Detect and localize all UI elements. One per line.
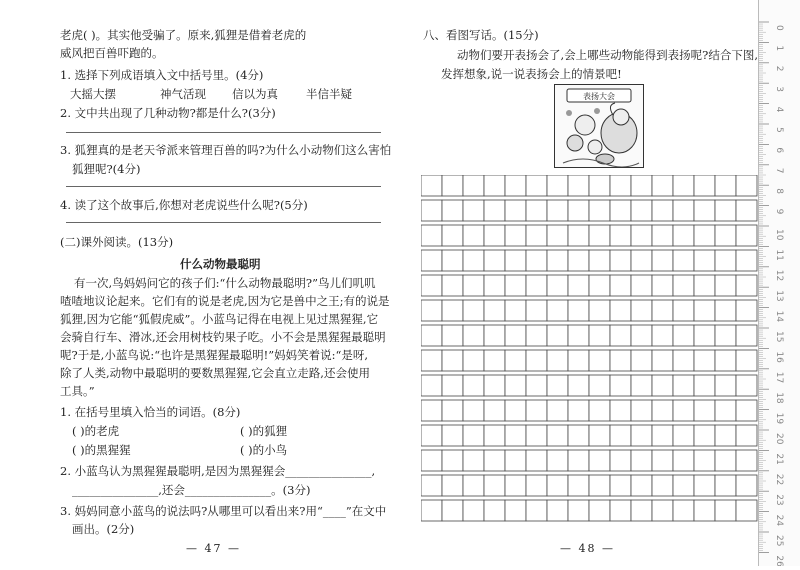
grid-cell[interactable] xyxy=(673,500,694,521)
ruler-label: 24 xyxy=(774,514,784,527)
grid-cell[interactable] xyxy=(652,475,673,496)
grid-cell[interactable] xyxy=(421,300,442,321)
prompt-line1: 动物们要开表扬会了,会上哪些动物能得到表扬呢?结合下图, xyxy=(457,48,758,62)
grid-cell[interactable] xyxy=(589,325,610,346)
grid-cell[interactable] xyxy=(736,500,757,521)
grid-cell[interactable] xyxy=(526,300,547,321)
grid-cell[interactable] xyxy=(484,400,505,421)
grid-cell[interactable] xyxy=(736,350,757,371)
grid-cell[interactable] xyxy=(484,300,505,321)
grid-cell[interactable] xyxy=(421,175,442,196)
grid-cell[interactable] xyxy=(526,350,547,371)
grid-cell[interactable] xyxy=(715,500,736,521)
grid-cell[interactable] xyxy=(715,475,736,496)
grid-cell[interactable] xyxy=(673,200,694,221)
story-line: 狐狸,因为它能“狐假虎威”。小蓝鸟记得在电视上见过黑猩猩,它 xyxy=(60,312,379,326)
story-line: 会骑自行车、滑冰,还会用树枝钓果子吃。小不会是黑猩猩最聪明 xyxy=(60,330,386,344)
ruler-label: 22 xyxy=(774,473,784,486)
grid-cell[interactable] xyxy=(442,475,463,496)
grid-cell[interactable] xyxy=(715,175,736,196)
grid-cell[interactable] xyxy=(547,450,568,471)
grid-cell[interactable] xyxy=(484,200,505,221)
grid-cell[interactable] xyxy=(547,325,568,346)
grid-cell[interactable] xyxy=(463,425,484,446)
grid-cell[interactable] xyxy=(694,350,715,371)
ruler-label: 21 xyxy=(774,453,784,465)
grid-cell[interactable] xyxy=(631,275,652,296)
grid-cell[interactable] xyxy=(652,300,673,321)
grid-cell[interactable] xyxy=(568,175,589,196)
grid-cell[interactable] xyxy=(610,400,631,421)
grid-cell[interactable] xyxy=(421,450,442,471)
grid-cell[interactable] xyxy=(589,425,610,446)
grid-cell[interactable] xyxy=(442,450,463,471)
grid-cell[interactable] xyxy=(526,175,547,196)
ruler-label: 3 xyxy=(774,86,784,92)
grid-cell[interactable] xyxy=(610,375,631,396)
grid-cell[interactable] xyxy=(652,225,673,246)
grid-cell[interactable] xyxy=(589,200,610,221)
grid-cell[interactable] xyxy=(568,300,589,321)
passage-end-line1: 老虎( )。其实他受骗了。原来,狐狸是借着老虎的 xyxy=(60,28,307,42)
story-question-3-line2: 画出。(2分) xyxy=(72,522,135,536)
answer-line[interactable] xyxy=(66,186,381,187)
animal-meeting-illustration xyxy=(555,85,643,167)
grid-cell[interactable] xyxy=(442,200,463,221)
blank-bird[interactable]: ( )的小鸟 xyxy=(240,443,288,457)
grid-cell[interactable] xyxy=(547,200,568,221)
grid-cell[interactable] xyxy=(694,325,715,346)
side-ruler xyxy=(758,0,800,566)
question-4: 4. 读了这个故事后,你想对老虎说些什么呢?(5分) xyxy=(60,198,308,212)
grid-cell[interactable] xyxy=(526,400,547,421)
grid-cell[interactable] xyxy=(673,350,694,371)
grid-cell[interactable] xyxy=(610,450,631,471)
grid-cell[interactable] xyxy=(652,400,673,421)
grid-cell[interactable] xyxy=(526,375,547,396)
ruler-label: 23 xyxy=(774,494,784,506)
section-8-title: 八、看图写话。(15分) xyxy=(423,28,539,42)
grid-cell[interactable] xyxy=(610,425,631,446)
grid-cell[interactable] xyxy=(610,175,631,196)
grid-cell[interactable] xyxy=(526,475,547,496)
ruler-label: 8 xyxy=(774,188,784,194)
grid-cell[interactable] xyxy=(484,450,505,471)
grid-cell[interactable] xyxy=(631,500,652,521)
grid-cell[interactable] xyxy=(715,200,736,221)
grid-cell[interactable] xyxy=(442,400,463,421)
blank-fox[interactable]: ( )的狐狸 xyxy=(240,424,288,438)
grid-cell[interactable] xyxy=(505,325,526,346)
grid-cell[interactable] xyxy=(442,425,463,446)
story-title: 什么动物最聪明 xyxy=(180,257,261,271)
grid-cell[interactable] xyxy=(505,400,526,421)
grid-cell[interactable] xyxy=(421,400,442,421)
grid-cell[interactable] xyxy=(484,250,505,271)
grid-cell[interactable] xyxy=(505,500,526,521)
grid-cell[interactable] xyxy=(589,375,610,396)
grid-cell[interactable] xyxy=(421,325,442,346)
grid-cell[interactable] xyxy=(463,350,484,371)
grid-cell[interactable] xyxy=(673,275,694,296)
grid-cell[interactable] xyxy=(463,475,484,496)
grid-cell[interactable] xyxy=(652,275,673,296)
grid-cell[interactable] xyxy=(589,300,610,321)
grid-cell[interactable] xyxy=(673,225,694,246)
grid-cell[interactable] xyxy=(673,450,694,471)
grid-cell[interactable] xyxy=(421,475,442,496)
page-47 xyxy=(0,0,395,566)
grid-cell[interactable] xyxy=(505,175,526,196)
story-question-2-line2: _______________,还会_______________。(3分) xyxy=(72,483,311,497)
grid-cell[interactable] xyxy=(589,350,610,371)
grid-cell[interactable] xyxy=(568,450,589,471)
grid-cell[interactable] xyxy=(484,475,505,496)
grid-cell[interactable] xyxy=(610,250,631,271)
grid-cell[interactable] xyxy=(631,175,652,196)
story-question-2-line1: 2. 小蓝鸟认为黑猩猩最聪明,是因为黑猩猩会_______________, xyxy=(60,464,376,478)
grid-cell[interactable] xyxy=(736,425,757,446)
grid-cell[interactable] xyxy=(715,325,736,346)
grid-cell[interactable] xyxy=(442,275,463,296)
grid-cell[interactable] xyxy=(736,400,757,421)
ruler-label: 20 xyxy=(774,433,784,445)
ruler-label: 18 xyxy=(774,392,784,404)
grid-cell[interactable] xyxy=(694,375,715,396)
grid-cell[interactable] xyxy=(484,375,505,396)
section-2-title: (二)课外阅读。(13分) xyxy=(60,235,174,249)
grid-cell[interactable] xyxy=(715,400,736,421)
ruler-label: 19 xyxy=(774,412,784,425)
grid-cell[interactable] xyxy=(694,250,715,271)
grid-cell[interactable] xyxy=(505,375,526,396)
grid-cell[interactable] xyxy=(694,200,715,221)
ruler-label: 17 xyxy=(774,371,784,384)
grid-cell[interactable] xyxy=(736,200,757,221)
grid-cell[interactable] xyxy=(568,275,589,296)
grid-cell[interactable] xyxy=(442,325,463,346)
grid-cell[interactable] xyxy=(736,225,757,246)
question-1: 1. 选择下列成语填入文中括号里。(4分) xyxy=(60,68,264,82)
grid-cell[interactable] xyxy=(736,300,757,321)
grid-cell[interactable] xyxy=(694,475,715,496)
grid-cell[interactable] xyxy=(673,400,694,421)
ruler-label: 16 xyxy=(774,351,784,363)
ruler-label: 13 xyxy=(774,290,784,302)
grid-cell[interactable] xyxy=(652,375,673,396)
grid-cell[interactable] xyxy=(589,250,610,271)
grid-cell[interactable] xyxy=(715,275,736,296)
grid-cell[interactable] xyxy=(715,450,736,471)
grid-cell[interactable] xyxy=(715,225,736,246)
grid-cell[interactable] xyxy=(484,425,505,446)
grid-cell[interactable] xyxy=(463,450,484,471)
grid-cell[interactable] xyxy=(673,300,694,321)
illustration xyxy=(554,84,644,168)
grid-cell[interactable] xyxy=(547,250,568,271)
grid-cell[interactable] xyxy=(568,500,589,521)
grid-cell[interactable] xyxy=(631,300,652,321)
grid-cell[interactable] xyxy=(526,450,547,471)
grid-cell[interactable] xyxy=(631,400,652,421)
grid-cell[interactable] xyxy=(694,275,715,296)
grid-cell[interactable] xyxy=(694,425,715,446)
grid-cell[interactable] xyxy=(610,500,631,521)
ruler-label: 1 xyxy=(774,45,784,52)
grid-cell[interactable] xyxy=(505,300,526,321)
ruler-label: 5 xyxy=(774,127,784,133)
grid-cell[interactable] xyxy=(652,500,673,521)
option-3: 信以为真 xyxy=(232,87,278,101)
ruler-label: 15 xyxy=(774,331,784,343)
passage-end-line2: 威风把百兽吓跑的。 xyxy=(60,46,164,60)
grid-cell[interactable] xyxy=(568,200,589,221)
ruler-label: 0 xyxy=(774,25,784,31)
grid-cell[interactable] xyxy=(484,350,505,371)
grid-cell[interactable] xyxy=(547,175,568,196)
grid-cell[interactable] xyxy=(631,250,652,271)
writing-grid[interactable] xyxy=(421,175,759,531)
grid-cell[interactable] xyxy=(526,500,547,521)
grid-cell[interactable] xyxy=(631,325,652,346)
picture-caption: 表扬大会 xyxy=(583,92,615,101)
grid-cell[interactable] xyxy=(715,300,736,321)
grid-cell[interactable] xyxy=(652,425,673,446)
question-3-line1: 3. 狐狸真的是老天爷派来管理百兽的吗?为什么小动物们这么害怕 xyxy=(60,143,392,157)
grid-cell[interactable] xyxy=(463,325,484,346)
grid-cell[interactable] xyxy=(694,175,715,196)
grid-cell[interactable] xyxy=(673,250,694,271)
grid-cell[interactable] xyxy=(526,225,547,246)
grid-cell[interactable] xyxy=(568,350,589,371)
grid-cell[interactable] xyxy=(715,250,736,271)
grid-cell[interactable] xyxy=(442,250,463,271)
grid-cell[interactable] xyxy=(715,350,736,371)
grid-cell[interactable] xyxy=(652,325,673,346)
grid-cell[interactable] xyxy=(505,475,526,496)
grid-cell[interactable] xyxy=(694,450,715,471)
grid-cell[interactable] xyxy=(505,350,526,371)
grid-cell[interactable] xyxy=(610,200,631,221)
grid-cell[interactable] xyxy=(589,500,610,521)
grid-cell[interactable] xyxy=(736,250,757,271)
grid-cell[interactable] xyxy=(652,250,673,271)
grid-cell[interactable] xyxy=(505,275,526,296)
grid-cell[interactable] xyxy=(589,275,610,296)
writing-grid-cells[interactable] xyxy=(421,175,759,527)
grid-cell[interactable] xyxy=(421,275,442,296)
grid-cell[interactable] xyxy=(568,475,589,496)
grid-cell[interactable] xyxy=(631,450,652,471)
grid-cell[interactable] xyxy=(484,325,505,346)
grid-cell[interactable] xyxy=(484,175,505,196)
grid-cell[interactable] xyxy=(736,325,757,346)
grid-cell[interactable] xyxy=(547,400,568,421)
grid-cell[interactable] xyxy=(421,425,442,446)
question-2: 2. 文中共出现了几种动物?都是什么?(3分) xyxy=(60,106,276,120)
grid-cell[interactable] xyxy=(463,200,484,221)
grid-cell[interactable] xyxy=(421,500,442,521)
grid-cell[interactable] xyxy=(568,225,589,246)
grid-cell[interactable] xyxy=(673,475,694,496)
grid-cell[interactable] xyxy=(505,450,526,471)
grid-cell[interactable] xyxy=(631,475,652,496)
grid-cell[interactable] xyxy=(526,275,547,296)
question-3-line2: 狐狸呢?(4分) xyxy=(72,162,141,176)
grid-cell[interactable] xyxy=(673,175,694,196)
grid-cell[interactable] xyxy=(589,175,610,196)
grid-cell[interactable] xyxy=(442,175,463,196)
grid-cell[interactable] xyxy=(652,200,673,221)
grid-cell[interactable] xyxy=(442,375,463,396)
grid-cell[interactable] xyxy=(652,450,673,471)
blank-tiger[interactable]: ( )的老虎 xyxy=(72,424,120,438)
grid-cell[interactable] xyxy=(526,425,547,446)
option-2: 神气活现 xyxy=(160,87,206,101)
story-line: 呢?于是,小蓝鸟说:“也许是黑猩猩最聪明!”妈妈笑着说:“是呀, xyxy=(60,348,368,362)
page-number: — 48 — xyxy=(560,542,615,555)
ruler-label: 11 xyxy=(774,249,784,261)
grid-cell[interactable] xyxy=(736,275,757,296)
grid-cell[interactable] xyxy=(694,300,715,321)
grid-cell[interactable] xyxy=(547,475,568,496)
ruler-label: 7 xyxy=(774,167,784,174)
ruler-label: 12 xyxy=(774,269,784,282)
grid-cell[interactable] xyxy=(463,175,484,196)
grid-cell[interactable] xyxy=(589,225,610,246)
answer-line[interactable] xyxy=(66,222,381,223)
grid-cell[interactable] xyxy=(463,275,484,296)
grid-cell[interactable] xyxy=(442,225,463,246)
grid-cell[interactable] xyxy=(421,200,442,221)
grid-cell[interactable] xyxy=(505,425,526,446)
story-line: 工具。” xyxy=(60,384,95,398)
grid-cell[interactable] xyxy=(547,350,568,371)
grid-cell[interactable] xyxy=(547,300,568,321)
story-line: 除了人类,动物中最聪明的要数黑猩猩,它会直立走路,还会使用 xyxy=(60,366,370,380)
grid-cell[interactable] xyxy=(673,375,694,396)
grid-cell[interactable] xyxy=(589,475,610,496)
grid-cell[interactable] xyxy=(463,225,484,246)
prompt-line2: 发挥想象,说一说表扬会上的情景吧! xyxy=(441,67,622,81)
grid-cell[interactable] xyxy=(484,225,505,246)
grid-cell[interactable] xyxy=(736,475,757,496)
ruler-label: 2 xyxy=(774,65,784,72)
grid-cell[interactable] xyxy=(463,400,484,421)
page-number: — 47 — xyxy=(186,542,241,555)
grid-cell[interactable] xyxy=(442,350,463,371)
grid-cell[interactable] xyxy=(610,225,631,246)
grid-cell[interactable] xyxy=(736,375,757,396)
grid-cell[interactable] xyxy=(526,325,547,346)
grid-cell[interactable] xyxy=(631,200,652,221)
ruler-label: 4 xyxy=(774,106,784,113)
grid-cell[interactable] xyxy=(421,350,442,371)
grid-cell[interactable] xyxy=(631,375,652,396)
grid-cell[interactable] xyxy=(547,500,568,521)
grid-cell[interactable] xyxy=(568,250,589,271)
ruler-label: 10 xyxy=(774,229,784,241)
grid-cell[interactable] xyxy=(715,375,736,396)
blank-chimp[interactable]: ( )的黑猩猩 xyxy=(72,443,131,457)
grid-cell[interactable] xyxy=(694,500,715,521)
grid-cell[interactable] xyxy=(652,350,673,371)
grid-cell[interactable] xyxy=(610,475,631,496)
grid-cell[interactable] xyxy=(694,400,715,421)
grid-cell[interactable] xyxy=(463,250,484,271)
grid-cell[interactable] xyxy=(736,175,757,196)
grid-cell[interactable] xyxy=(547,375,568,396)
ruler-ticks xyxy=(759,0,800,566)
story-question-3-line1: 3. 妈妈同意小蓝鸟的说法吗?从哪里可以看出来?用“____”在文中 xyxy=(60,504,387,518)
grid-cell[interactable] xyxy=(715,425,736,446)
story-line: 喳喳地议论起来。它们有的说是老虎,因为它是兽中之王;有的说是 xyxy=(60,294,390,308)
page-48 xyxy=(400,0,760,566)
grid-cell[interactable] xyxy=(610,300,631,321)
grid-cell[interactable] xyxy=(610,275,631,296)
grid-cell[interactable] xyxy=(589,400,610,421)
grid-cell[interactable] xyxy=(694,225,715,246)
grid-cell[interactable] xyxy=(526,250,547,271)
grid-cell[interactable] xyxy=(631,225,652,246)
story-line: 有一次,鸟妈妈问它的孩子们:“什么动物最聪明?”鸟儿们叽叽 xyxy=(74,276,376,290)
grid-cell[interactable] xyxy=(652,175,673,196)
option-1: 大摇大摆 xyxy=(70,87,116,101)
grid-cell[interactable] xyxy=(463,300,484,321)
ruler-label: 25 xyxy=(774,535,784,547)
grid-cell[interactable] xyxy=(526,200,547,221)
option-4: 半信半疑 xyxy=(306,87,352,101)
grid-cell[interactable] xyxy=(547,275,568,296)
grid-cell[interactable] xyxy=(463,375,484,396)
grid-cell[interactable] xyxy=(547,225,568,246)
ruler-label: 9 xyxy=(774,208,784,215)
grid-cell[interactable] xyxy=(484,275,505,296)
grid-cell[interactable] xyxy=(673,425,694,446)
grid-cell[interactable] xyxy=(610,350,631,371)
grid-cell[interactable] xyxy=(568,400,589,421)
grid-cell[interactable] xyxy=(463,500,484,521)
grid-cell[interactable] xyxy=(568,325,589,346)
grid-cell[interactable] xyxy=(421,375,442,396)
grid-cell[interactable] xyxy=(631,350,652,371)
grid-cell[interactable] xyxy=(505,250,526,271)
ruler-label: 26 xyxy=(774,555,784,566)
grid-cell[interactable] xyxy=(547,425,568,446)
grid-cell[interactable] xyxy=(589,450,610,471)
grid-cell[interactable] xyxy=(631,425,652,446)
grid-cell[interactable] xyxy=(505,225,526,246)
grid-cell[interactable] xyxy=(442,300,463,321)
grid-cell[interactable] xyxy=(421,250,442,271)
ruler-label: 14 xyxy=(774,310,784,323)
answer-line[interactable] xyxy=(66,132,381,133)
grid-cell[interactable] xyxy=(505,200,526,221)
grid-cell[interactable] xyxy=(568,375,589,396)
grid-cell[interactable] xyxy=(568,425,589,446)
ruler-label: 6 xyxy=(774,147,784,154)
grid-cell[interactable] xyxy=(484,500,505,521)
grid-cell[interactable] xyxy=(736,450,757,471)
grid-cell[interactable] xyxy=(610,325,631,346)
grid-cell[interactable] xyxy=(442,500,463,521)
grid-cell[interactable] xyxy=(673,325,694,346)
grid-cell[interactable] xyxy=(421,225,442,246)
story-question-1: 1. 在括号里填入恰当的词语。(8分) xyxy=(60,405,241,419)
